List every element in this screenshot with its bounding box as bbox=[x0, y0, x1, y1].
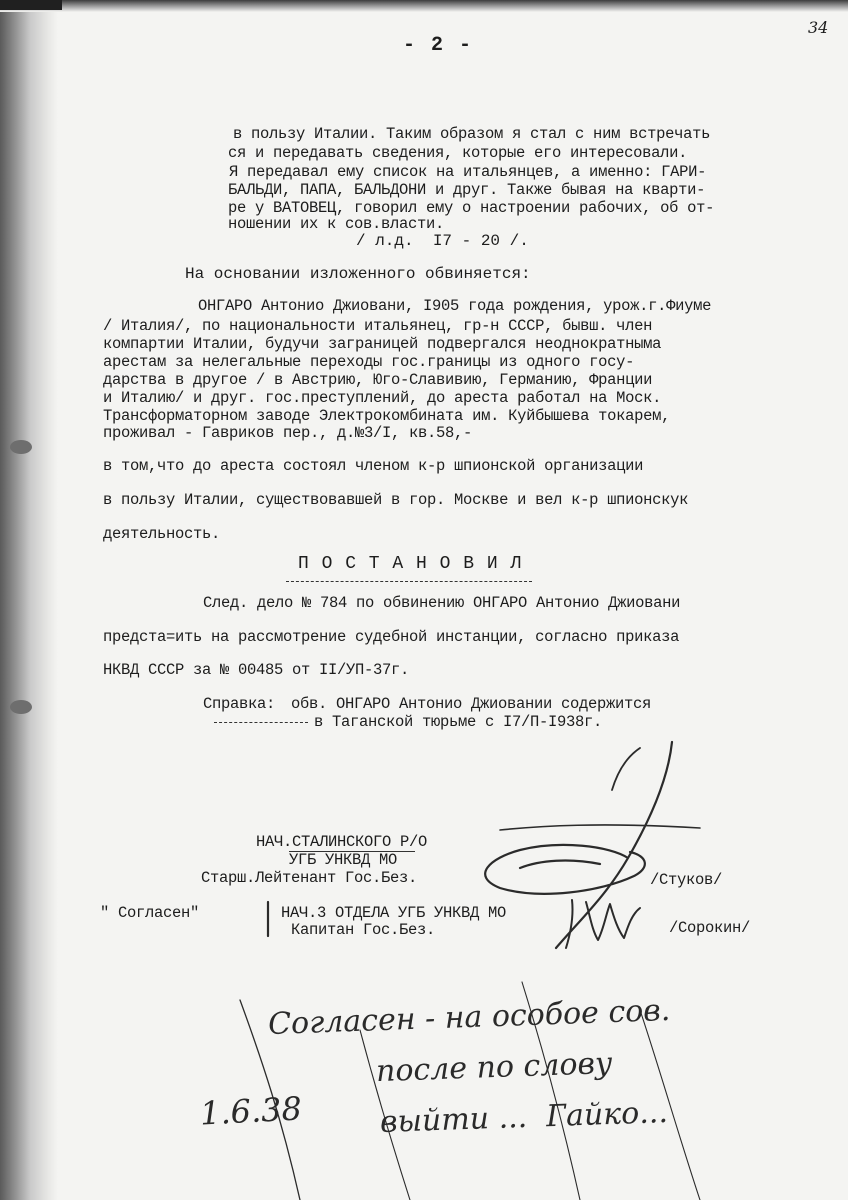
handwritten-date: 1.6.38 bbox=[199, 1089, 303, 1133]
text-line: проживал - Гавриков пер., д.№3/I, кв.58,- bbox=[103, 424, 473, 442]
text-line: в пользу Италии. Таким образом я стал с ним встречать bbox=[233, 125, 711, 143]
archive-page-number: 34 bbox=[808, 18, 829, 37]
approval-mark: " Согласен" bbox=[100, 904, 200, 922]
signatory-name: /Стуков/ bbox=[650, 871, 723, 889]
signature-title: НАЧ.3 ОТДЕЛА УГБ УНКВД МО bbox=[281, 904, 507, 922]
text-line: / Италия/, по национальности итальянец, гр-н СССР, бывш. член bbox=[103, 317, 653, 335]
text-line: ОНГАРО Антонио Джиовани, I905 года рождения, урож.г.Фиуме bbox=[198, 297, 712, 315]
text-line: арестам за нелегальные переходы гос.границы из одного госу- bbox=[103, 353, 635, 371]
decision-line: След. дело № 784 по обвинению ОНГАРО Антонио Джиовани bbox=[203, 594, 681, 612]
text-line: ношении их к сов.власти. bbox=[228, 215, 445, 233]
text-line: и Италию/ и друг. гос.преступлений, до ареста работал на Моск. bbox=[103, 389, 662, 407]
decision-line: предста=ить на рассмотрение судебной инстанции, согласно приказа bbox=[103, 628, 680, 646]
handwritten-resolution: после по слову bbox=[375, 1045, 613, 1090]
signature-title: НАЧ.СТАЛИНСКОГО Р/О bbox=[256, 833, 428, 851]
page-number: - 2 - bbox=[403, 34, 474, 57]
signature-rank: Капитан Гос.Без. bbox=[291, 921, 436, 939]
charge-line: в пользу Италии, существовавшей в гор. Москве и вел к-р шпионскук bbox=[103, 491, 689, 509]
text-line: Трансформаторном заводе Электрокомбината им. Куйбышева токарем, bbox=[103, 407, 671, 425]
handwritten-resolution: Согласен - на особое сов. bbox=[267, 992, 671, 1043]
signature-title: УГБ УНКВД МО bbox=[289, 851, 398, 869]
accusation-intro: На основании изложенного обвиняется: bbox=[185, 265, 531, 283]
note-label: Справка: bbox=[203, 695, 276, 713]
signature-rank: Старш.Лейтенант Гос.Без. bbox=[201, 869, 418, 887]
text-line: Я передавал ему список на итальянцев, а именно: ГАРИ- bbox=[229, 163, 707, 181]
handwritten-resolution: выйти ... Гайко... bbox=[379, 1094, 669, 1141]
text-line: компартии Италии, будучи заграницей подвергался неоднократныма bbox=[103, 335, 662, 353]
charge-line: деятельность. bbox=[103, 525, 221, 543]
signature-stukov bbox=[485, 742, 672, 948]
text-line: ся и передавать сведения, которые его интересовали. bbox=[228, 144, 688, 162]
signatory-name: /Сорокин/ bbox=[669, 919, 751, 937]
decision-title: П О С Т А Н О В И Л bbox=[298, 554, 523, 574]
charge-line: в том,что до ареста состоял членом к-р шпионской организации bbox=[103, 457, 644, 475]
text-line: БАЛЬДИ, ПАПА, БАЛЬДОНИ и друг. Также бывая на кварти- bbox=[228, 181, 706, 199]
note-line: обв. ОНГАРО Антонио Джиовании содержится bbox=[291, 695, 652, 713]
note-line: в Таганской тюрьме с I7/П-I938г. bbox=[314, 713, 603, 731]
decision-line: НКВД СССР за № 00485 от II/УП-37г. bbox=[103, 661, 410, 679]
text-line: ре у ВАТОВЕЦ, говорил ему о настроении рабочих, об от- bbox=[228, 199, 715, 217]
text-line: дарства в другое / в Австрию, Юго-Славивию, Германию, Франции bbox=[103, 371, 653, 389]
case-reference: / л.д. I7 - 20 /. bbox=[356, 232, 529, 250]
